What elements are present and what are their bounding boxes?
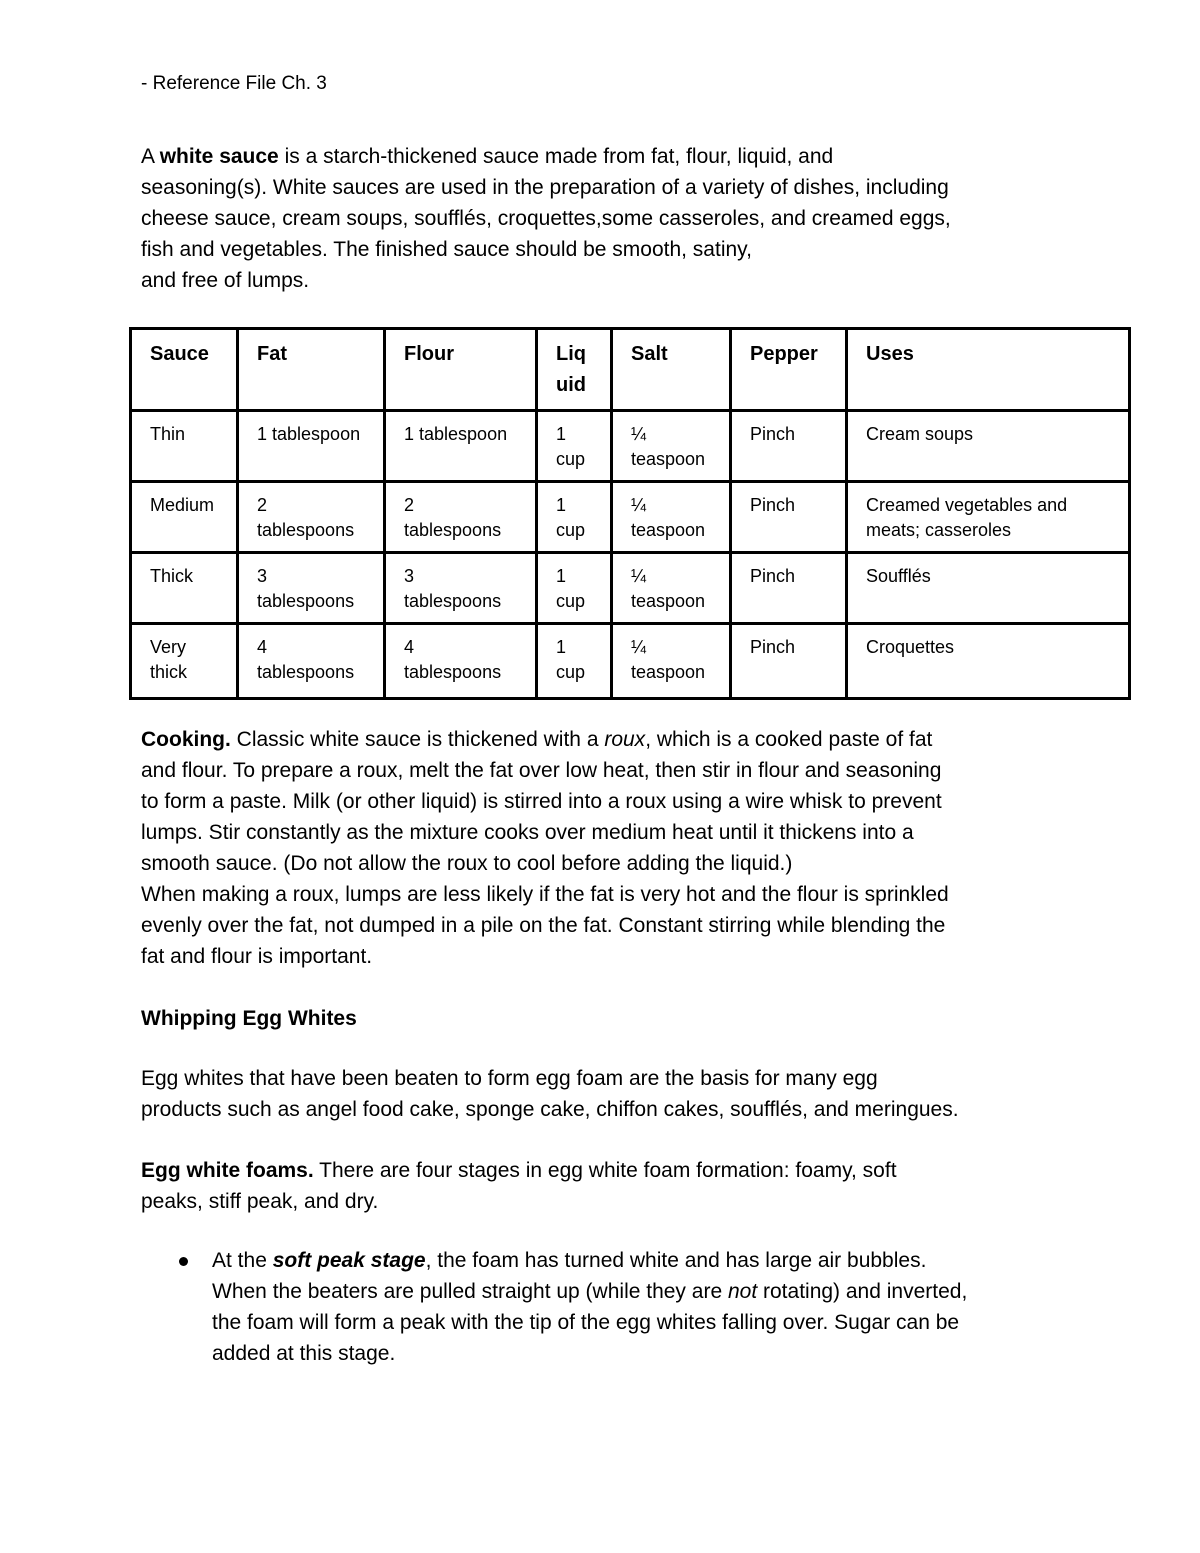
white-sauce-term: white sauce xyxy=(159,145,279,168)
bullet-line-3: the foam will form a peak with the tip of the egg whites falling over. Sugar can be xyxy=(212,1311,960,1334)
cell-sauce: Medium xyxy=(131,482,238,553)
cell-uses: Cream soups xyxy=(847,411,1130,482)
cell-salt: ¼ teaspoon xyxy=(612,553,731,624)
table-row xyxy=(131,482,1130,553)
cell-fat: 4 tablespoons xyxy=(238,624,385,699)
intro-paragraph xyxy=(141,141,1071,296)
cell-salt: ¼ teaspoon xyxy=(612,411,731,482)
white-sauce-table xyxy=(129,327,1131,700)
bullet-line-2: When the beaters are pulled straight up (while they are not rotating) and inverted, xyxy=(212,1280,968,1303)
cell-liquid: 1 cup xyxy=(537,411,612,482)
intro-line-5: and free of lumps. xyxy=(141,269,310,292)
cell-flour: 3 tablespoons xyxy=(385,553,537,624)
cell-pepper: Pinch xyxy=(731,411,847,482)
cooking-line-6: When making a roux, lumps are less likely if the fat is very hot and the flour is sprinkled xyxy=(141,883,949,906)
intro-line-4: fish and vegetables. The finished sauce should be smooth, satiny, xyxy=(141,238,752,261)
reference-file-label: - Reference File Ch. 3 xyxy=(141,73,327,94)
header-uses: Uses xyxy=(847,329,1130,411)
egg-white-foams-label: Egg white foams. xyxy=(141,1159,314,1182)
cooking-line-5: smooth sauce. (Do not allow the roux to cool before adding the liquid.) xyxy=(141,852,793,875)
cell-sauce: Very thick xyxy=(131,624,238,699)
cell-sauce: Thin xyxy=(131,411,238,482)
cell-salt: ¼ teaspoon xyxy=(612,482,731,553)
table-header-row xyxy=(131,329,1130,411)
cell-flour: 4 tablespoons xyxy=(385,624,537,699)
intro-line-2: seasoning(s). White sauces are used in the preparation of a variety of dishes, including xyxy=(141,176,949,199)
whipping-egg-whites-heading: Whipping Egg Whites xyxy=(141,1007,357,1030)
cell-fat: 2 tablespoons xyxy=(238,482,385,553)
cell-fat: 1 tablespoon xyxy=(238,411,385,482)
cooking-line-3: to form a paste. Milk (or other liquid) is stirred into a roux using a wire whisk to prevent xyxy=(141,790,942,813)
egg-white-foams-paragraph xyxy=(141,1155,1071,1217)
cell-pepper: Pinch xyxy=(731,482,847,553)
cooking-paragraph xyxy=(141,724,1071,972)
bullet-dot-icon xyxy=(179,1257,188,1266)
header-flour: Flour xyxy=(385,329,537,411)
cooking-line-8: fat and flour is important. xyxy=(141,945,373,968)
stages-bullet-list xyxy=(141,1245,1071,1369)
cooking-line-7: evenly over the fat, not dumped in a pile on the fat. Constant stirring while blending the xyxy=(141,914,946,937)
header-sauce: Sauce xyxy=(131,329,238,411)
cell-fat: 3 tablespoons xyxy=(238,553,385,624)
cell-salt: ¼ teaspoon xyxy=(612,624,731,699)
table-row xyxy=(131,553,1130,624)
intro-line-3: cheese sauce, cream soups, soufflés, croquettes,some casseroles, and creamed eggs, xyxy=(141,207,951,230)
cooking-line-4: lumps. Stir constantly as the mixture cooks over medium heat until it thickens into a xyxy=(141,821,914,844)
table-row xyxy=(131,411,1130,482)
intro-line-1: A white sauce is a starch-thickened sauce made from fat, flour, liquid, and xyxy=(141,145,834,168)
roux-term: roux xyxy=(604,728,646,751)
cell-uses: Croquettes xyxy=(847,624,1130,699)
header-salt: Salt xyxy=(612,329,731,411)
table-row xyxy=(131,624,1130,699)
cell-flour: 2 tablespoons xyxy=(385,482,537,553)
cooking-line-2: and flour. To prepare a roux, melt the fat over low heat, then stir in flour and seasoning xyxy=(141,759,942,782)
cell-uses: Soufflés xyxy=(847,553,1130,624)
bullet-line-1: At the soft peak stage, the foam has turned white and has large air bubbles. xyxy=(212,1249,927,1272)
foams-line-1: Egg white foams. There are four stages in egg white foam formation: foamy, soft xyxy=(141,1159,897,1182)
cooking-line-1: Cooking. Classic white sauce is thickened with a roux, which is a cooked paste of fat xyxy=(141,728,933,751)
cell-pepper: Pinch xyxy=(731,553,847,624)
header-liquid: Liq uid xyxy=(537,329,612,411)
cell-liquid: 1 cup xyxy=(537,482,612,553)
list-item xyxy=(141,1245,1071,1369)
egg-foam-line-1: Egg whites that have been beaten to form egg foam are the basis for many egg xyxy=(141,1067,878,1090)
egg-foam-paragraph xyxy=(141,1063,1071,1125)
not-emphasis: not xyxy=(727,1280,758,1303)
header-fat: Fat xyxy=(238,329,385,411)
foams-line-2: peaks, stiff peak, and dry. xyxy=(141,1190,379,1213)
cell-sauce: Thick xyxy=(131,553,238,624)
cooking-label: Cooking. xyxy=(141,728,231,751)
bullet-line-4: added at this stage. xyxy=(212,1342,396,1365)
soft-peak-stage-term: soft peak stage xyxy=(272,1249,426,1272)
egg-foam-line-2: products such as angel food cake, sponge cake, chiffon cakes, soufflés, and meringues. xyxy=(141,1098,959,1121)
cell-liquid: 1 cup xyxy=(537,553,612,624)
cell-flour: 1 tablespoon xyxy=(385,411,537,482)
cell-uses: Creamed vegetables and meats; casseroles xyxy=(847,482,1130,553)
header-pepper: Pepper xyxy=(731,329,847,411)
cell-liquid: 1 cup xyxy=(537,624,612,699)
cell-pepper: Pinch xyxy=(731,624,847,699)
